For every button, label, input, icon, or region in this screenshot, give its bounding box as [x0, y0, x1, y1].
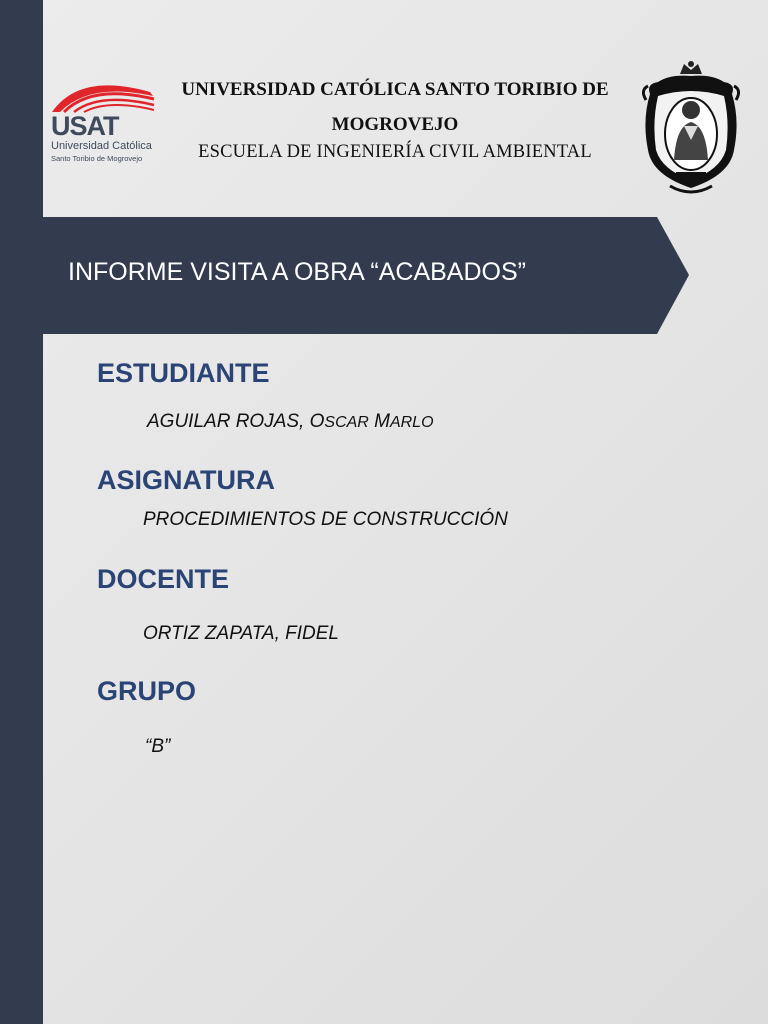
- university-seal: [640, 60, 742, 198]
- student-label: ESTUDIANTE: [97, 358, 270, 388]
- usat-logo: [50, 74, 160, 169]
- student-given-initial-1: O: [309, 411, 325, 432]
- university-title-line-2: MOGROVEJO: [331, 114, 459, 135]
- left-sidebar-bar: [0, 0, 43, 1024]
- group-value: “B”: [145, 736, 171, 757]
- student-given-rest-2: ARLO: [389, 414, 434, 431]
- university-title: [160, 72, 630, 142]
- teacher-label: DOCENTE: [97, 564, 230, 594]
- course-name: PROCEDIMIENTOS DE CONSTRUCCIÓN: [143, 509, 508, 530]
- university-title-line-1: UNIVERSIDAD CATÓLICA SANTO TORIBIO DE: [181, 79, 609, 100]
- usat-subtitle-1: Universidad Católica: [51, 140, 152, 152]
- usat-logo-icon: [50, 74, 160, 114]
- usat-wordmark: USAT: [51, 111, 119, 141]
- student-given-initial-2: M: [374, 411, 390, 432]
- group-label: GRUPO: [97, 676, 197, 706]
- report-title: INFORME VISITA A OBRA “ACABADOS”: [68, 258, 526, 286]
- student-name: [147, 411, 434, 433]
- teacher-name: ORTIZ ZAPATA, FIDEL: [143, 623, 340, 644]
- student-given-rest-1: SCAR: [324, 414, 369, 431]
- course-label: ASIGNATURA: [97, 465, 275, 495]
- usat-subtitle-2: Santo Toribio de Mogrovejo: [51, 154, 143, 163]
- student-surname: AGUILAR ROJAS,: [147, 411, 305, 432]
- university-seal-icon: [640, 60, 742, 198]
- school-title: ESCUELA DE INGENIERÍA CIVIL AMBIENTAL: [198, 142, 592, 162]
